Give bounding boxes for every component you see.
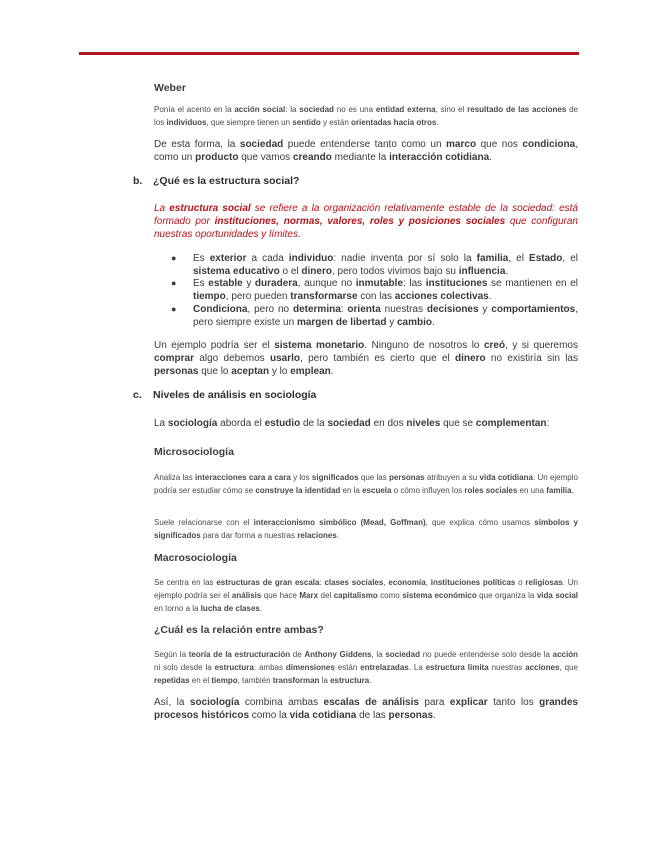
conclusion-paragraph: Así, la sociología combina ambas escalas de análisis para explicar tanto los grandes procesos históricos como la vida cotidiana de las personas. — [154, 697, 578, 721]
section-b-label: b. — [133, 175, 143, 187]
micro-heading: Microsociología — [154, 446, 234, 458]
bullet-dot-icon: ● — [171, 253, 177, 263]
relation-paragraph-1: Según la teoría de la estructuración de Anthony Giddens, la sociedad no puede entenderse solo desde la acción ni solo desde la estructura: ambas dimensiones están entrelazadas. La estructura limita nuestras acciones, que repetidas en el tiempo, también transforman la estructura. — [154, 650, 578, 685]
monetary-example: Un ejemplo podría ser el sistema monetario. Ninguno de nosotros lo creó, y si queremos comprar algo debemos usarlo, pero también es cierto que el dinero no existiría sin las personas que lo aceptan y lo emplean. — [154, 340, 578, 377]
structure-definition: La estructura social se refiere a la organización relativamente estable de la sociedad: está formado por instituciones, normas, valores, roles y posiciones sociales que configuran nuestras oportunidades y límites. — [154, 203, 578, 240]
section-b-heading — [133, 175, 299, 187]
micro-paragraph-2: Suele relacionarse con el interaccionismo simbólico (Mead, Goffman), que explica cómo usamos símbolos y significados para dar forma a nuestras relaciones. — [154, 518, 578, 540]
relation-heading: ¿Cuál es la relación entre ambas? — [154, 624, 324, 636]
macro-paragraph-1: Se centra en las estructuras de gran escala: clases sociales, economía, instituciones políticas o religiosas. Un ejemplo podría ser el análisis que hace Marx del capitalismo como sistema económico que organiza la vida social en torno a la lucha de clases. — [154, 578, 579, 613]
bullet-text: Es estable y duradera, aunque no inmutable: las instituciones se mantienen en el tiempo, pero pueden transformarse con las acciones colectivas. — [193, 278, 578, 302]
weber-paragraph-2: De esta forma, la sociedad puede entenderse tanto como un marco que nos condiciona, como un producto que vamos creando mediante la interacción cotidiana. — [154, 139, 578, 163]
section-b-title: ¿Qué es la estructura social? — [153, 175, 300, 187]
bullet-item-2 — [171, 277, 578, 303]
levels-intro: La sociología aborda el estudio de la sociedad en dos niveles que se complementan: — [154, 418, 550, 429]
bullet-text: Condiciona, pero no determina: orienta nuestras decisiones y comportamientos, pero siempre existe un margen de libertad y cambio. — [193, 304, 578, 328]
weber-paragraph-1: Ponía el acento en la acción social: la sociedad no es una entidad externa, sino el resultado de las acciones de los individuos, que siempre tienen un sentido y están orientadas hacia otros. — [154, 105, 579, 127]
bullet-text: Es exterior a cada individuo: nadie inventa por sí solo la familia, el Estado, el sistema educativo o el dinero, pero todos vivimos bajo su influencia. — [193, 253, 579, 277]
bullet-item-1 — [171, 252, 579, 278]
bullet-dot-icon: ● — [171, 304, 177, 314]
bullet-dot-icon: ● — [171, 278, 177, 288]
section-c-heading — [133, 389, 316, 401]
section-c-title: Niveles de análisis en sociología — [153, 389, 317, 401]
header-rule — [79, 52, 579, 55]
section-c-label: c. — [133, 389, 142, 401]
weber-heading: Weber — [154, 82, 186, 94]
micro-paragraph-1: Analiza las interacciones cara a cara y los significados que las personas atribuyen a su vida cotidiana. Un ejemplo podría ser estudiar cómo se construye la identidad en la escuela o cómo influyen los roles sociales en una familia. — [154, 473, 578, 495]
macro-heading: Macrosociología — [154, 552, 237, 564]
bullet-item-3 — [171, 303, 578, 329]
